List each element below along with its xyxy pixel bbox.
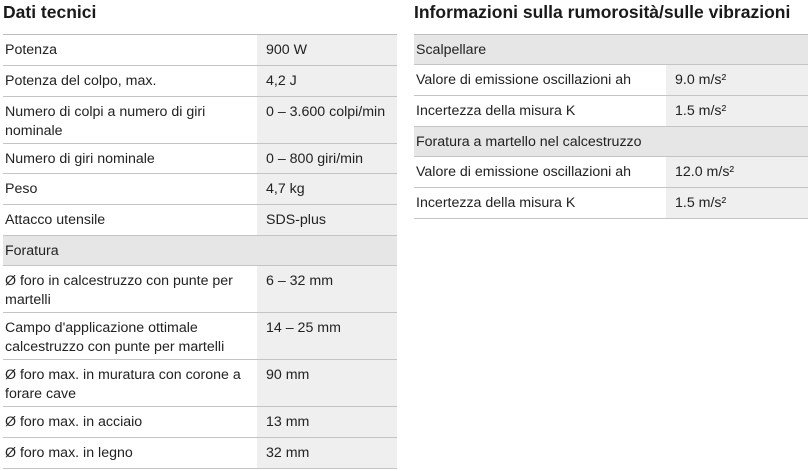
row-value: 14 – 25 mm (257, 313, 397, 359)
section-header-label: Foratura a martello nel calcestruzzo (414, 127, 808, 156)
table-row (414, 65, 808, 96)
noise-vibration-section (414, 0, 808, 219)
table-row (3, 35, 397, 66)
row-value: 900 W (257, 35, 397, 65)
row-label: Campo d'applicazione ottimale calcestruzzo con punte per martelli (3, 313, 257, 359)
row-label: Potenza (3, 35, 257, 65)
table-row (3, 205, 397, 236)
row-label: Incertezza della misura K (414, 96, 666, 126)
row-value: 1.5 m/s² (666, 96, 808, 126)
row-label: Ø foro max. in muratura con corone a forare cave (3, 360, 257, 406)
table-row (414, 188, 808, 219)
row-value: 1.5 m/s² (666, 188, 808, 218)
row-label: Peso (3, 174, 257, 204)
row-value: 32 mm (257, 438, 397, 468)
table-section-header (414, 127, 808, 157)
row-label: Incertezza della misura K (414, 188, 666, 218)
table-row (3, 144, 397, 174)
row-value: 0 – 3.600 colpi/min (257, 97, 397, 143)
table-section-header (414, 35, 808, 65)
row-label: Ø foro max. in legno (3, 438, 257, 468)
row-label: Valore di emissione oscillazioni ah (414, 157, 666, 187)
row-value: 13 mm (257, 407, 397, 437)
row-label: Potenza del colpo, max. (3, 66, 257, 96)
row-value: 0 – 800 giri/min (257, 144, 397, 173)
table-row (3, 266, 397, 313)
table-section-header (3, 236, 397, 266)
row-value: 90 mm (257, 360, 397, 406)
table-row (3, 313, 397, 360)
technical-data-title: Dati tecnici (3, 2, 97, 22)
technical-data-section (3, 0, 397, 469)
row-label: Numero di giri nominale (3, 144, 257, 173)
row-label: Ø foro max. in acciaio (3, 407, 257, 437)
table-row (3, 174, 397, 205)
technical-data-table (3, 34, 397, 469)
table-row (3, 66, 397, 97)
row-label: Ø foro in calcestruzzo con punte per martelli (3, 266, 257, 312)
table-row (3, 407, 397, 438)
row-value: 9.0 m/s² (666, 65, 808, 95)
row-label: Valore di emissione oscillazioni ah (414, 65, 666, 95)
section-header-label: Foratura (3, 236, 397, 265)
noise-vibration-title: Informazioni sulla rumorosità/sulle vibrazioni (414, 2, 791, 22)
section-header-label: Scalpellare (414, 35, 808, 64)
noise-vibration-table (414, 34, 808, 219)
row-value: 4,7 kg (257, 174, 397, 204)
table-row (3, 438, 397, 469)
row-value: 12.0 m/s² (666, 157, 808, 187)
row-value: 6 – 32 mm (257, 266, 397, 312)
row-label: Attacco utensile (3, 205, 257, 235)
row-value: SDS-plus (257, 205, 397, 235)
row-label: Numero di colpi a numero di giri nominale (3, 97, 257, 143)
table-row (3, 97, 397, 144)
table-row (3, 360, 397, 407)
table-row (414, 157, 808, 188)
row-value: 4,2 J (257, 66, 397, 96)
table-row (414, 96, 808, 127)
